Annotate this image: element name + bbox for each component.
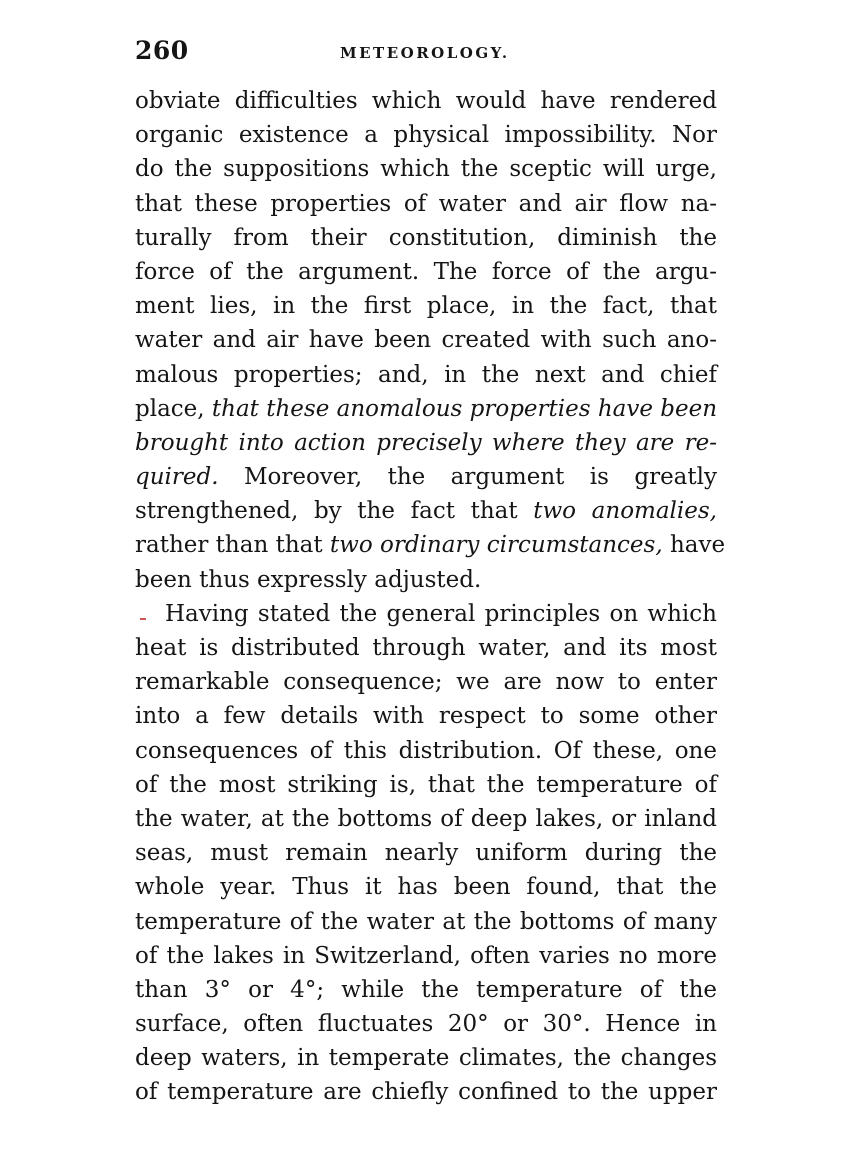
text-line: ment lies, in the first place, in the fact, that [135,293,717,320]
text-line: remarkable consequence; we are now to enter [135,669,717,696]
text-line: do the suppositions which the sceptic will urge, [135,156,717,183]
text-line: surface, often fluctuates 20° or 30°. Hence in [135,1011,717,1038]
text-line: of the lakes in Switzerland, often varies no more [135,942,717,969]
running-title: METEOROLOGY. [340,44,510,62]
text-segment: strengthened, by the fact that [135,498,534,525]
body-text [135,84,726,1110]
text-segment: rather than that [135,532,330,559]
paragraph-1 [135,84,726,597]
text-line: organic existence a physical impossibility. Nor [135,122,717,149]
italic-segment: brought into action precisely where they are re- [135,429,717,456]
text-line: temperature of the water at the bottoms of many [135,908,717,935]
text-line [135,460,717,494]
text-line [135,392,717,426]
text-segment: Moreover, the argument is greatly [218,464,717,491]
text-line: into a few details with respect to some other [135,703,717,730]
paragraph-2 [135,597,717,1110]
text-line: of temperature are chiefly confined to the upper [135,1079,717,1106]
text-line: whole year. Thus it has been found, that the [135,874,717,901]
text-line: malous properties; and, in the next and chief [135,361,717,388]
text-segment: place, [135,395,212,422]
italic-segment: two anomalies, [533,498,717,525]
text-line: turally from their constitution, diminish the [135,224,717,251]
text-line: the water, at the bottoms of deep lakes, or inland [135,805,717,832]
text-line [135,494,717,528]
text-line: obviate difficulties which would have rendered [135,88,717,114]
text-line: heat is distributed through water, and its most [135,635,717,661]
italic-segment: two ordinary circumstances, [329,532,663,559]
text-line: been thus expressly adjusted. [135,566,482,593]
text-line: than 3° or 4°; while the temperature of the [135,976,717,1003]
text-line: seas, must remain nearly uniform during the [135,840,717,867]
text-line: of the most striking is, that the temperature of [135,771,717,798]
text-line: deep waters, in temperate climates, the changes [135,1045,717,1072]
text-line: that these properties of water and air flow na- [135,190,717,217]
text-segment: have [662,532,726,559]
italic-segment: that these anomalous properties have been [211,395,718,422]
text-line: Having stated the general principles on which [165,600,717,627]
italic-segment: quired. [135,464,219,491]
text-line: water and air have been created with such ano- [135,327,717,354]
page-number: 260 [135,36,189,65]
text-line [135,426,717,460]
running-head [135,36,715,76]
text-line: force of the argument. The force of the argu- [135,258,717,285]
text-line [135,528,726,562]
text-line: consequences of this distribution. Of these, one [135,737,717,764]
